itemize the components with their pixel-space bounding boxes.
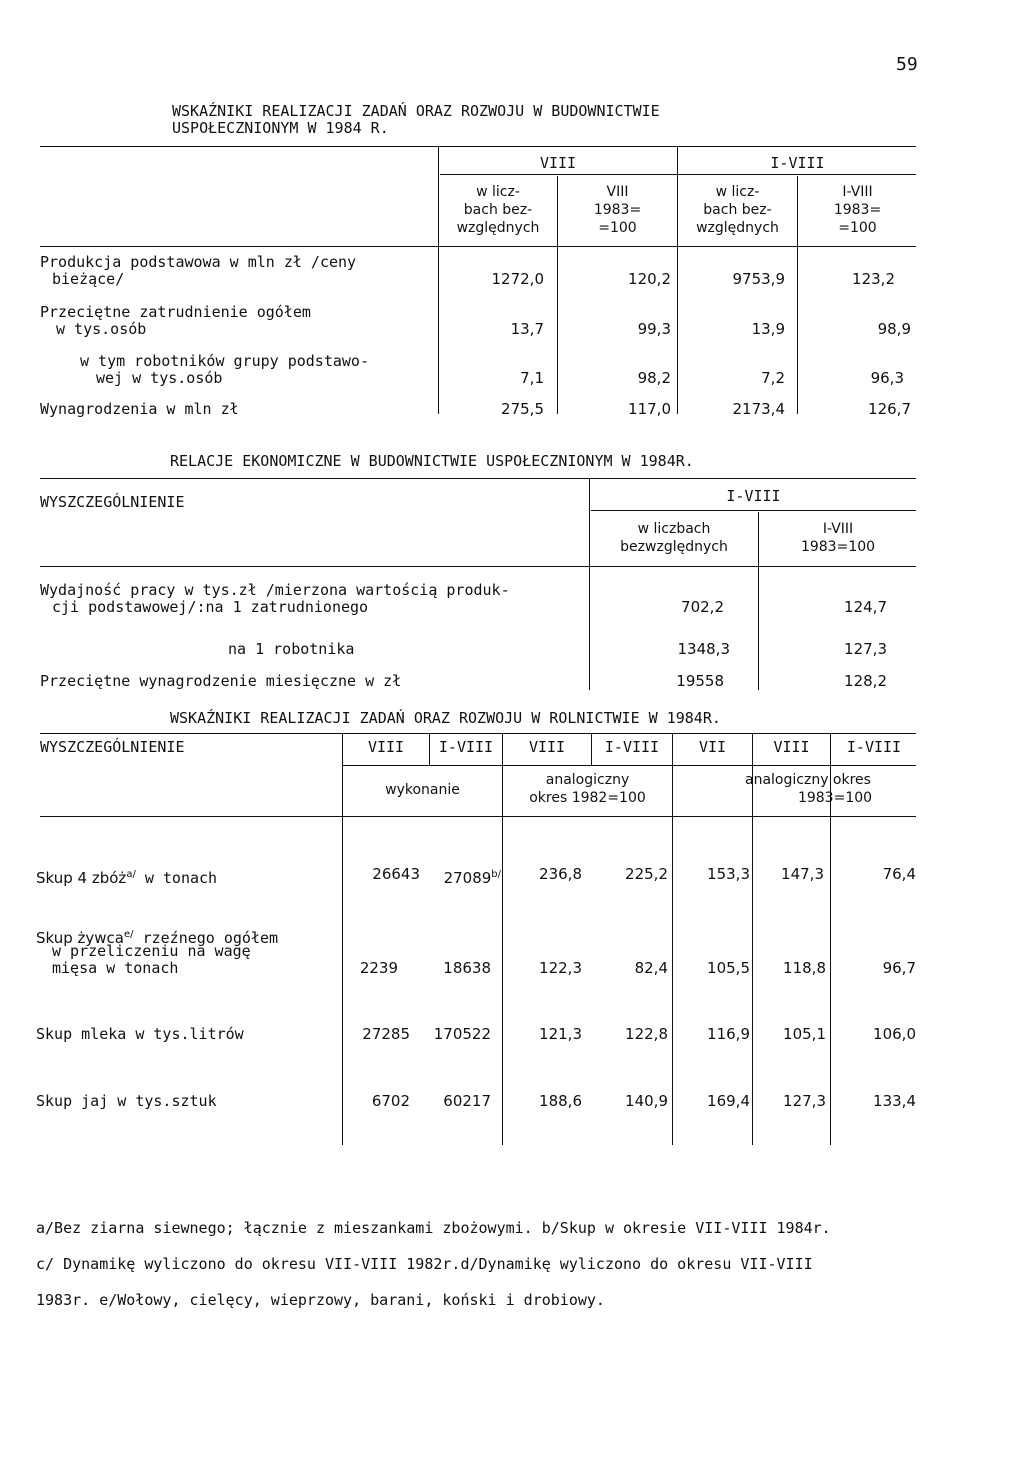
table2-group: I-VIII [726, 487, 781, 505]
table1-title-line1: WSKAŹNIKI REALIZACJI ZADAŃ ORAZ ROZWOJU W BUDOWNICTWIE [172, 102, 660, 120]
table2-cell: 124,7 [844, 598, 887, 616]
table3-sub-analog1: analogiczny [545, 772, 630, 788]
table1-cell: 98,9 [877, 320, 911, 338]
table1-cell: 2173,4 [732, 400, 785, 418]
table1-col3-header: względnych [696, 220, 779, 236]
table3-stub-header: WYSZCZEGÓLNIENIE [40, 738, 185, 756]
table1-cell: 98,2 [637, 369, 671, 387]
table1-col1-header: względnych [456, 220, 540, 236]
table3-col-header: I-VIII [604, 738, 660, 756]
table3-col-header: VIII [528, 738, 566, 756]
table3-cell: 140,9 [625, 1092, 668, 1110]
table2-cell: 128,2 [844, 672, 887, 690]
table1-cell: 13,9 [751, 320, 785, 338]
table3-cell: 170522 [433, 1025, 491, 1043]
table3-col-header: VII [698, 738, 727, 756]
table1-col3-header: bach bez- [703, 202, 772, 218]
table1-title-line2: USPOŁECZNIONYM W 1984 R. [172, 119, 389, 137]
table3-row-label: w przeliczeniu na wagę [52, 942, 251, 960]
table2-stub-header: WYSZCZEGÓLNIENIE [40, 493, 185, 511]
table3-cell: 169,4 [707, 1092, 750, 1110]
table1-col2-header: 1983= [593, 202, 642, 218]
table3-cell: 133,4 [873, 1092, 916, 1110]
table3-sub-analog2: 1983=100 [797, 790, 873, 806]
table1-cell: 96,3 [870, 369, 904, 387]
table3-cell: 105,1 [783, 1025, 826, 1043]
table3-col-header: I-VIII [438, 738, 494, 756]
table3-cell: 121,3 [539, 1025, 582, 1043]
table2-row-label: Wydajność pracy w tys.zł /mierzona wartością produk- [40, 581, 510, 599]
table1-col1-header: bach bez- [463, 202, 533, 218]
table3-cell: 188,6 [539, 1092, 582, 1110]
table3-cell: 105,5 [707, 959, 750, 977]
footnote-line: a/Bez ziarna siewnego; łącznie z mieszankami zbożowymi. b/Skup w okresie VII-VIII 1984r. [36, 1219, 831, 1237]
footnote-line: 1983r. e/Wołowy, cielęcy, wieprzowy, barani, koński i drobiowy. [36, 1291, 605, 1309]
table3-cell: 60217 [443, 1092, 491, 1110]
table2-row-label: cji podstawowej/:na 1 zatrudnionego [52, 598, 369, 616]
table3-cell: 2239 [359, 959, 398, 977]
page-number: 59 [896, 54, 918, 75]
table3-col-header: I-VIII [846, 738, 902, 756]
table1-row-label: Wynagrodzenia w mln zł [40, 400, 239, 418]
table3-cell: 18638 [443, 959, 491, 977]
table3-col-header: VIII [367, 738, 405, 756]
table1-cell: 7,2 [761, 369, 785, 387]
table2-col1-header: bezwzględnych [620, 539, 728, 555]
table1-col4-header: =100 [838, 220, 877, 236]
table2-cell: 1348,3 [677, 640, 730, 658]
table1-cell: 7,1 [520, 369, 544, 387]
table1-col4-header: I-VIII [842, 184, 873, 200]
table3-cell: 6702 [371, 1092, 410, 1110]
table3-cell: 122,3 [539, 959, 582, 977]
table3-cell: 106,0 [873, 1025, 916, 1043]
table3-cell: 127,3 [783, 1092, 826, 1110]
table2-cell: 19558 [676, 672, 724, 690]
table3-row-label: Skup żywca$^{e/}$ rzeźnego ogółem [36, 929, 279, 947]
table3-cell: 147,3 [781, 865, 824, 883]
table3-row-label: mięsa w tonach [52, 959, 179, 977]
table1-row-label: w tys.osób [56, 320, 147, 338]
table2-row-label: na 1 robotnika [228, 640, 355, 658]
table3-cell: $27089^{b/}$ [443, 869, 501, 887]
table3-sub-analog2: analogiczny okres [745, 772, 871, 788]
table1-col2-header: VIII [606, 184, 629, 200]
table3-cell: 236,8 [539, 865, 582, 883]
table3-col-header: VIII [773, 738, 810, 756]
table1-cell: 13,7 [510, 320, 544, 338]
table3-cell: 27285 [362, 1025, 410, 1043]
table2-col1-header: w liczbach [637, 521, 711, 537]
table3-cell: 225,2 [625, 865, 668, 883]
table3-cell: 82,4 [634, 959, 668, 977]
table2-cell: 127,3 [844, 640, 887, 658]
table1-cell: 9753,9 [732, 270, 785, 288]
table2-row-label: Przeciętne wynagrodzenie miesięczne w zł [40, 672, 402, 690]
table1-row-label: bieżące/ [52, 270, 125, 288]
table1-cell: 1272,0 [491, 270, 544, 288]
table3-cell: 153,3 [707, 865, 750, 883]
table1-group-viii: VIII [539, 154, 577, 172]
table1-cell: 126,7 [868, 400, 911, 418]
table1-col4-header: 1983= [833, 202, 882, 218]
table1-col1-header: w licz- [476, 184, 520, 200]
footnote-line: c/ Dynamikę wyliczono do okresu VII-VIII 1982r.d/Dynamikę wyliczono do okresu VII-VIII [36, 1255, 813, 1273]
table2-cell: 702,2 [681, 598, 724, 616]
table3-cell: 26643 [372, 865, 420, 883]
table1-row-label: Przeciętne zatrudnienie ogółem [40, 303, 311, 321]
table3-title: WSKAŹNIKI REALIZACJI ZADAŃ ORAZ ROZWOJU W ROLNICTWIE W 1984R. [170, 709, 721, 727]
table2-title: RELACJE EKONOMICZNE W BUDOWNICTWIE USPOŁECZNIONYM W 1984R. [170, 452, 694, 470]
table1-group-i-viii: I-VIII [770, 154, 825, 172]
table1-cell: 99,3 [637, 320, 671, 338]
table3-sub-analog1: okres 1982=100 [529, 790, 646, 806]
table1-cell: 117,0 [628, 400, 671, 418]
table3-row-label: Skup jaj w tys.sztuk [36, 1092, 217, 1110]
table1-row-label: wej w tys.osób [96, 369, 223, 387]
table1-cell: 123,2 [852, 270, 895, 288]
table2-col2-header: 1983=100 [800, 539, 876, 555]
table1-row-label: Produkcja podstawowa w mln zł /ceny [40, 253, 357, 271]
table2-col2-header: I-VIII [822, 521, 854, 537]
table3-row-label: Skup mleka w tys.litrów [36, 1025, 244, 1043]
table3-sub-wykonanie: wykonanie [385, 782, 460, 798]
table3-cell: 96,7 [882, 959, 916, 977]
table1-cell: 275,5 [501, 400, 544, 418]
table1-row-label: w tym robotników grupy podstawo- [80, 352, 369, 370]
table3-cell: 76,4 [882, 865, 916, 883]
table3-cell: 122,8 [625, 1025, 668, 1043]
table3-cell: 118,8 [783, 959, 826, 977]
table1-col3-header: w licz- [715, 184, 760, 200]
table3-cell: 116,9 [707, 1025, 750, 1043]
table1-col2-header: =100 [598, 220, 637, 236]
table3-row-label: Skup 4 zbóż$^{a/}$ w tonach [36, 869, 218, 887]
table1-cell: 120,2 [628, 270, 671, 288]
